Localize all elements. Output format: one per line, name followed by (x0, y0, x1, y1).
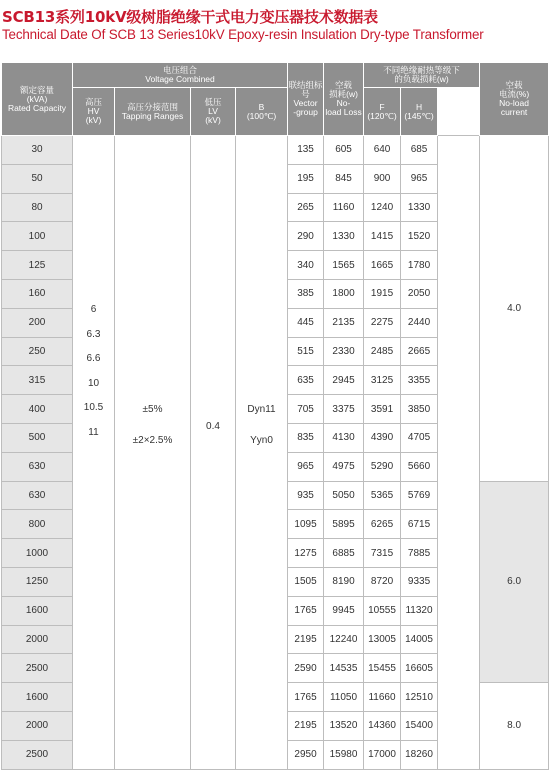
header-no-load-loss: 空载 损耗(w) No- load Loss (324, 63, 364, 136)
header-load-loss-f: F (120℃) (364, 88, 401, 136)
load-loss-b-cell: 605 (324, 136, 364, 165)
no-load-loss-cell: 705 (288, 395, 324, 424)
load-loss-f-cell: 7315 (364, 539, 401, 568)
table-row (2, 136, 549, 165)
load-loss-h-cell: 3850 (401, 395, 438, 424)
capacity-cell: 2000 (2, 625, 73, 654)
capacity-cell: 2500 (2, 740, 73, 769)
load-loss-b-cell: 1800 (324, 279, 364, 308)
load-loss-h-cell: 15400 (401, 711, 438, 740)
load-loss-b-cell: 1160 (324, 193, 364, 222)
capacity-cell: 100 (2, 222, 73, 251)
no-load-loss-cell: 445 (288, 308, 324, 337)
load-loss-b-cell: 4975 (324, 452, 364, 481)
no-load-loss-cell: 935 (288, 481, 324, 510)
no-load-loss-cell: 2195 (288, 625, 324, 654)
load-loss-h-cell: 3355 (401, 366, 438, 395)
hv-value: 10 (87, 377, 100, 389)
no-load-loss-cell: 135 (288, 136, 324, 165)
header-load-loss-b: B (100℃) (236, 88, 288, 136)
load-loss-b-cell: 3375 (324, 395, 364, 424)
load-loss-h-cell: 6715 (401, 510, 438, 539)
no-load-loss-cell: 1505 (288, 567, 324, 596)
load-loss-b-cell: 9945 (324, 596, 364, 625)
tapping-value: ±5% (142, 404, 163, 415)
no-load-loss-cell: 1095 (288, 510, 324, 539)
header-tapping: 高压分接范围 Tapping Ranges (115, 88, 191, 136)
spec-table (1, 62, 549, 770)
capacity-cell: 160 (2, 279, 73, 308)
header-load-loss: 不同绝缘耐热等级下 的负载损耗(w) (364, 63, 480, 88)
load-loss-f-cell: 3591 (364, 395, 401, 424)
lv-merged-cell: 0.4 (191, 136, 236, 770)
load-loss-f-cell: 1915 (364, 279, 401, 308)
load-loss-h-cell: 18260 (401, 740, 438, 769)
load-loss-f-cell: 2485 (364, 337, 401, 366)
load-loss-b-cell: 11050 (324, 683, 364, 712)
load-loss-h-cell: 685 (401, 136, 438, 165)
load-loss-f-cell: 1415 (364, 222, 401, 251)
no-load-loss-cell: 340 (288, 251, 324, 280)
load-loss-f-cell: 5290 (364, 452, 401, 481)
capacity-cell: 125 (2, 251, 73, 280)
load-loss-f-cell: 5365 (364, 481, 401, 510)
hv-value: 6.3 (86, 328, 101, 340)
load-loss-f-cell: 14360 (364, 711, 401, 740)
capacity-cell: 50 (2, 164, 73, 193)
no-load-loss-cell: 195 (288, 164, 324, 193)
page-title-chinese: SCB13系列10kV级树脂绝缘干式电力变压器技术数据表 (2, 8, 378, 26)
capacity-cell: 800 (2, 510, 73, 539)
load-loss-f-cell: 17000 (364, 740, 401, 769)
hv-value: 6 (90, 304, 97, 315)
no-load-loss-cell: 835 (288, 423, 324, 452)
load-loss-b-cell: 1330 (324, 222, 364, 251)
load-loss-h-cell: 12510 (401, 683, 438, 712)
no-load-loss-cell: 290 (288, 222, 324, 251)
no-load-loss-cell: 2950 (288, 740, 324, 769)
load-loss-f-cell: 3125 (364, 366, 401, 395)
vector-group-merged-cell (236, 136, 288, 770)
hv-value: 11 (88, 426, 99, 438)
load-loss-f-cell: 6265 (364, 510, 401, 539)
header-capacity: 额定容量 (kVA) Rated Capacity (2, 63, 73, 136)
load-loss-f-cell: 10555 (364, 596, 401, 625)
header-load-loss-h: H (145℃) (401, 88, 438, 136)
load-loss-f-cell: 2275 (364, 308, 401, 337)
header-lv: 低压 LV (kV) (191, 88, 236, 136)
load-loss-h-cell: 11320 (401, 596, 438, 625)
header-vector-group: 联结组标号 Vector -group (288, 63, 324, 136)
load-loss-b-cell: 5050 (324, 481, 364, 510)
header-hv: 高压 HV (kV) (73, 88, 115, 136)
page-title-english: Technical Date Of SCB 13 Series10kV Epoxy-resin Insulation Dry-type Transformer (2, 27, 484, 42)
capacity-cell: 200 (2, 308, 73, 337)
no-load-loss-cell: 265 (288, 193, 324, 222)
no-load-loss-cell: 2590 (288, 654, 324, 683)
load-loss-f-cell: 4390 (364, 423, 401, 452)
no-load-loss-cell: 635 (288, 366, 324, 395)
load-loss-h-cell: 2050 (401, 279, 438, 308)
load-loss-h-cell: 9335 (401, 567, 438, 596)
vector-group-value: Dyn11 (247, 404, 276, 415)
capacity-cell: 2500 (2, 654, 73, 683)
capacity-cell: 630 (2, 481, 73, 510)
impedance-cell: 6.0 (480, 481, 549, 683)
capacity-cell: 1600 (2, 596, 73, 625)
load-loss-h-cell: 1520 (401, 222, 438, 251)
capacity-cell: 500 (2, 423, 73, 452)
load-loss-b-cell: 2330 (324, 337, 364, 366)
header-voltage-combined: 电压组合 Voltage Combined (73, 63, 288, 88)
load-loss-b-cell: 13520 (324, 711, 364, 740)
load-loss-h-cell: 14005 (401, 625, 438, 654)
no-load-loss-cell: 515 (288, 337, 324, 366)
no-load-loss-cell: 1275 (288, 539, 324, 568)
header-no-load-current: 空载 电流(%) No-load current (480, 63, 549, 136)
load-loss-h-cell: 5769 (401, 481, 438, 510)
no-load-loss-cell: 1765 (288, 596, 324, 625)
load-loss-b-cell: 845 (324, 164, 364, 193)
no-load-loss-cell: 965 (288, 452, 324, 481)
capacity-cell: 1600 (2, 683, 73, 712)
capacity-cell: 630 (2, 452, 73, 481)
load-loss-f-cell: 900 (364, 164, 401, 193)
load-loss-b-cell: 1565 (324, 251, 364, 280)
load-loss-b-cell: 15980 (324, 740, 364, 769)
load-loss-h-cell: 1780 (401, 251, 438, 280)
load-loss-b-cell: 2945 (324, 366, 364, 395)
load-loss-h-cell: 2665 (401, 337, 438, 366)
hv-value: 6.6 (86, 353, 101, 364)
load-loss-h-cell: 4705 (401, 423, 438, 452)
impedance-cell: 4.0 (480, 136, 549, 482)
tapping-value: ±2×2.5% (132, 435, 173, 446)
load-loss-h-cell: 965 (401, 164, 438, 193)
load-loss-b-cell: 12240 (324, 625, 364, 654)
load-loss-f-cell: 640 (364, 136, 401, 165)
load-loss-b-cell: 5895 (324, 510, 364, 539)
load-loss-b-cell: 8190 (324, 567, 364, 596)
load-loss-b-cell: 14535 (324, 654, 364, 683)
capacity-cell: 250 (2, 337, 73, 366)
no-load-loss-cell: 385 (288, 279, 324, 308)
capacity-cell: 30 (2, 136, 73, 165)
capacity-cell: 400 (2, 395, 73, 424)
hv-value: 10.5 (83, 402, 104, 413)
load-loss-b-cell: 6885 (324, 539, 364, 568)
capacity-cell: 315 (2, 366, 73, 395)
no-load-loss-cell: 2195 (288, 711, 324, 740)
load-loss-h-cell: 5660 (401, 452, 438, 481)
load-loss-b-cell: 2135 (324, 308, 364, 337)
vector-group-value: Yyn0 (250, 435, 273, 446)
load-loss-f-cell: 1665 (364, 251, 401, 280)
hv-merged-cell (73, 136, 115, 770)
capacity-cell: 1250 (2, 567, 73, 596)
load-loss-h-cell: 7885 (401, 539, 438, 568)
load-loss-f-cell: 1240 (364, 193, 401, 222)
impedance-cell: 8.0 (480, 683, 549, 769)
load-loss-f-cell: 11660 (364, 683, 401, 712)
no-load-current-merged-cell (438, 136, 480, 770)
load-loss-b-cell: 4130 (324, 423, 364, 452)
load-loss-h-cell: 2440 (401, 308, 438, 337)
load-loss-f-cell: 13005 (364, 625, 401, 654)
table-body (2, 136, 549, 770)
capacity-cell: 80 (2, 193, 73, 222)
no-load-loss-cell: 1765 (288, 683, 324, 712)
tapping-merged-cell (115, 136, 191, 770)
table-header (2, 63, 549, 136)
load-loss-h-cell: 16605 (401, 654, 438, 683)
capacity-cell: 2000 (2, 711, 73, 740)
load-loss-f-cell: 15455 (364, 654, 401, 683)
load-loss-h-cell: 1330 (401, 193, 438, 222)
capacity-cell: 1000 (2, 539, 73, 568)
load-loss-f-cell: 8720 (364, 567, 401, 596)
